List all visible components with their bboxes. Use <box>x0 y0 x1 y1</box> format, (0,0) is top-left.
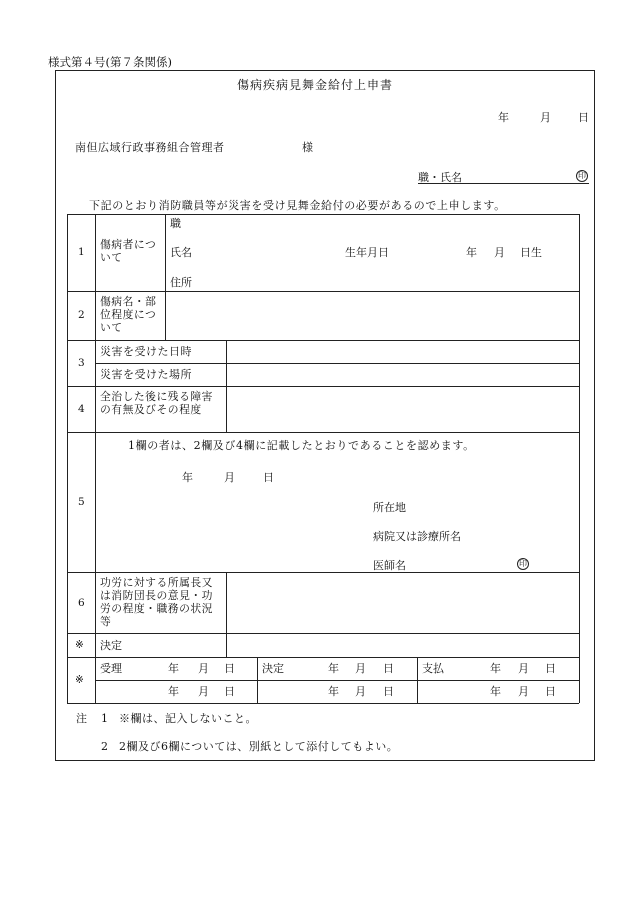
notes-prefix: 注 <box>76 712 87 725</box>
row-8-receipt-label: 受理 <box>100 662 122 675</box>
row-8-decision-day: 日 <box>383 662 394 675</box>
addressee-honorific: 様 <box>302 141 313 154</box>
row-8-payment-month: 月 <box>518 662 529 675</box>
row-2-number: 2 <box>78 309 85 321</box>
row-1-number: 1 <box>78 246 85 258</box>
row-1-birth-label: 生年月日 <box>345 246 389 259</box>
row-3-number: 3 <box>78 357 85 369</box>
form-title: 傷病疾病見舞金給付上申書 <box>236 78 393 92</box>
row-8b-decision-year: 年 <box>328 685 339 698</box>
row-8b-payment-day: 日 <box>545 685 556 698</box>
row-8b-payment-year: 年 <box>490 685 501 698</box>
row-8-payment-label: 支払 <box>422 662 444 675</box>
row-1-birth-month: 月 <box>494 246 505 259</box>
row-6-label: 功労に対する所属長又は消防団長の意見・功労の程度・職務の状況等 <box>100 576 213 628</box>
row-5-statement: 1欄の者は、2欄及び4欄に記載したとおりであることを認めます。 <box>128 439 475 452</box>
addressee-name: 南但広域行政事務組合管理者 <box>75 141 225 154</box>
row-8-payment-day: 日 <box>545 662 556 675</box>
row-8-receipt-day: 日 <box>224 662 235 675</box>
intro-text: 下記のとおり消防職員等が災害を受け見舞金給付の必要があるので上申します。 <box>89 199 506 212</box>
row-5-number: 5 <box>78 496 85 508</box>
row-3-place-label: 災害を受けた場所 <box>100 368 192 381</box>
row-1-birth-day: 日生 <box>520 246 542 259</box>
row-6-number: 6 <box>78 597 85 609</box>
doctor-seal-icon: 印 <box>519 559 527 568</box>
row-1-label: 傷病者について <box>100 238 157 264</box>
row-3-date-label: 災害を受けた日時 <box>100 345 192 358</box>
row-5-doctor-label: 医師名 <box>373 559 406 572</box>
date-month: 月 <box>540 111 551 124</box>
applicant-label: 職・氏名 <box>418 171 462 184</box>
row-7-decision-label: 決定 <box>100 639 122 652</box>
row-8b-receipt-year: 年 <box>168 685 179 698</box>
form-caption: 様式第４号(第７条関係) <box>48 55 172 69</box>
row-5-hospital-label: 病院又は診療所名 <box>373 530 461 543</box>
applicant-underline <box>418 183 589 184</box>
row-8b-decision-month: 月 <box>355 685 366 698</box>
row-2-label: 傷病名・部位程度について <box>100 295 157 334</box>
row-8-decision-month: 月 <box>355 662 366 675</box>
date-day: 日 <box>578 111 589 124</box>
note-1-text: ※欄は、記入しないこと。 <box>119 712 257 725</box>
row-5-location-label: 所在地 <box>373 501 406 514</box>
note-2-text: 2欄及び6欄については、別紙として添付してもよい。 <box>119 740 399 753</box>
note-2-number: 2 <box>101 740 108 753</box>
row-7-mark: ※ <box>75 639 84 651</box>
row-1-name-label: 氏名 <box>170 246 192 259</box>
note-1-number: 1 <box>101 712 108 725</box>
row-4-label: 全治した後に残る障害の有無及びその程度 <box>100 390 213 416</box>
row-8-mark: ※ <box>75 674 84 686</box>
row-8b-receipt-day: 日 <box>224 685 235 698</box>
row-8-payment-year: 年 <box>490 662 501 675</box>
row-8b-payment-month: 月 <box>518 685 529 698</box>
row-1-address-label: 住所 <box>170 276 192 289</box>
applicant-seal-icon: 印 <box>578 171 586 180</box>
row-8-decision-label: 決定 <box>262 662 284 675</box>
row-8-decision-year: 年 <box>328 662 339 675</box>
row-5-month: 月 <box>224 471 235 484</box>
row-1-birth-year: 年 <box>466 246 477 259</box>
row-5-year: 年 <box>182 471 193 484</box>
row-8-receipt-month: 月 <box>198 662 209 675</box>
row-8b-decision-day: 日 <box>383 685 394 698</box>
row-5-day: 日 <box>263 471 274 484</box>
row-8b-receipt-month: 月 <box>198 685 209 698</box>
row-1-job-label: 職 <box>170 217 181 230</box>
row-4-number: 4 <box>78 403 85 415</box>
date-year: 年 <box>498 111 509 124</box>
row-8-receipt-year: 年 <box>168 662 179 675</box>
